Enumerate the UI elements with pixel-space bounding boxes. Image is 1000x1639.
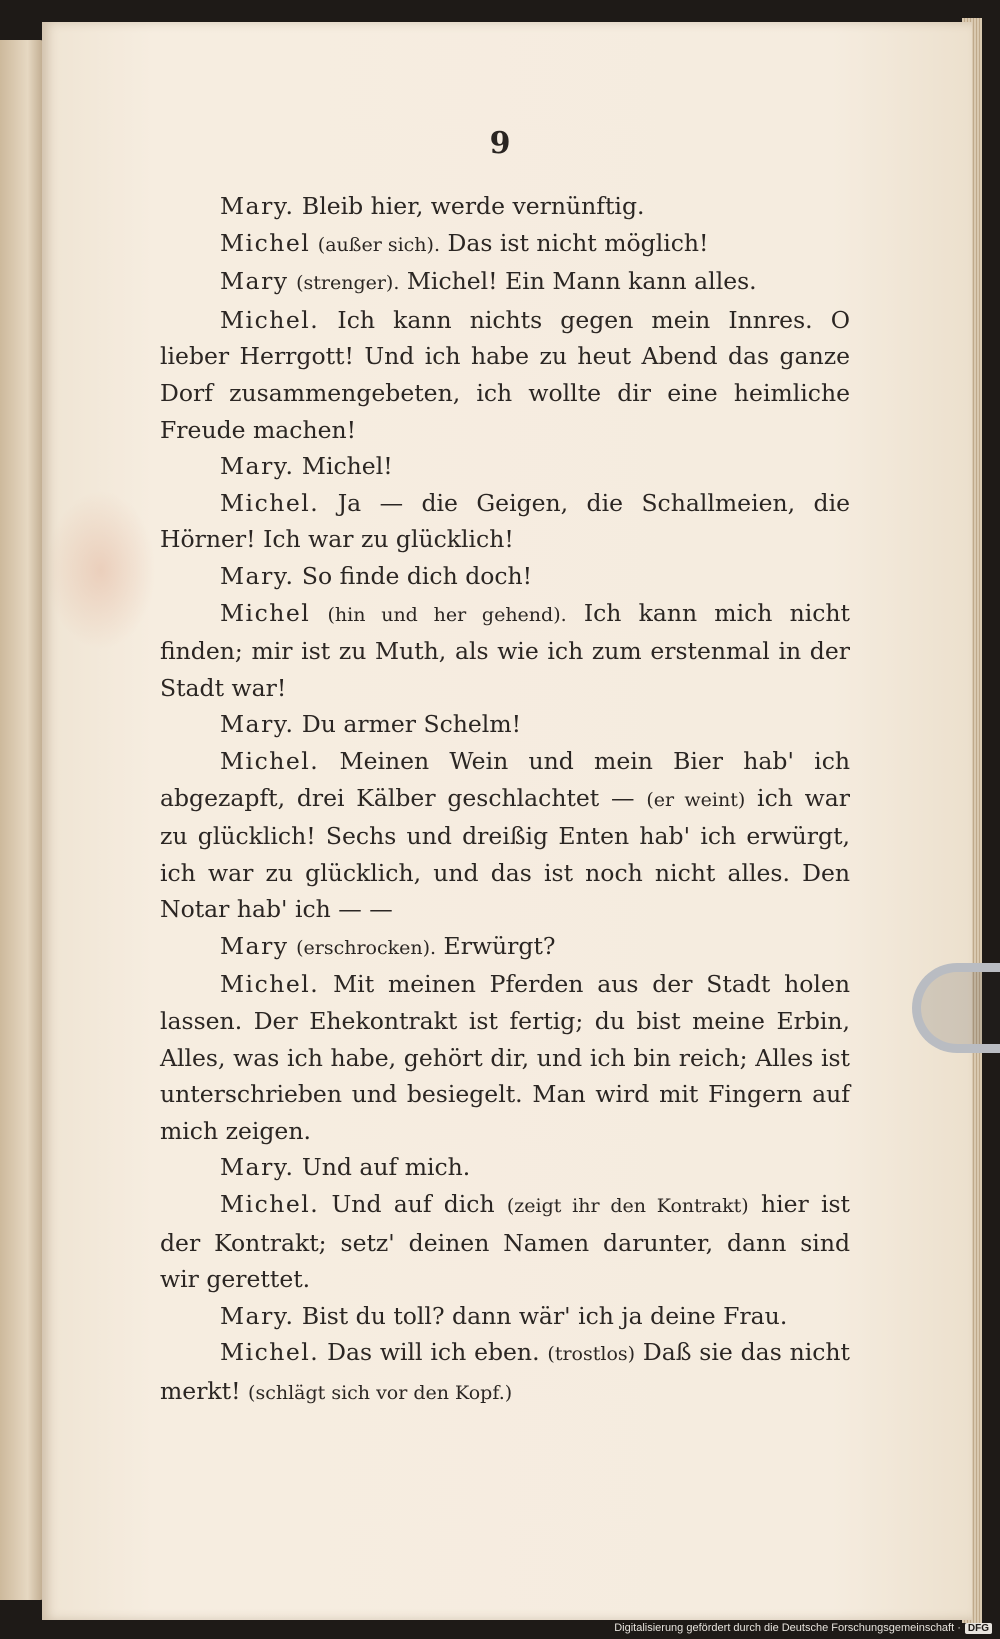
dialogue-text: Michel! Ein Mann kann alles. [406,267,757,296]
dialogue-text: Meinen Wein und mein Bier hab' ich abgezapft, drei Kälber geschlachtet — [160,746,850,812]
dialogue-paragraph [160,1334,850,1411]
paper-stain [46,490,156,650]
speaker-name: Michel. [220,305,320,334]
stage-direction: (hin und her gehend). [327,603,567,626]
dialogue-text: Mit meinen Pferden aus der Stadt holen lassen. Der Ehekontrakt ist fertig; du bist meine Erbin, Alles, was ich habe, gehört dir, und ich bin reich; Alles ist unterschrieben und besiegelt. Man wird mit Fingern auf mich zeigen. [160,970,850,1145]
dialogue-paragraph [160,928,850,967]
speaker-name: Mary. [220,710,295,739]
dialogue-paragraph [160,706,850,743]
dialogue-text: Und auf dich [331,1190,495,1219]
dfg-logo: DFG [965,1623,992,1634]
dialogue-paragraph [160,966,850,1149]
speaker-name: Mary. [220,452,295,481]
page-number: 9 [489,126,511,161]
speaker-name: Mary. [220,561,295,590]
footer-text: Digitalisierung gefördert durch die Deutsche Forschungsgemeinschaft · [614,1622,961,1634]
dialogue-text: Ich kann mich nicht finden; mir ist zu Muth, als wie ich zum erstenmal in der Stadt war! [160,598,850,702]
stage-direction: (er weint) [646,788,746,811]
play-text [160,188,850,1412]
dialogue-paragraph [160,225,850,264]
dialogue-paragraph [160,1298,850,1335]
speaker-name: Michel [220,598,311,627]
dialogue-text: Und auf mich. [301,1153,471,1182]
dialogue-text: Ja — die Geigen, die Schallmeien, die Hörner! Ich war zu glücklich! [160,488,850,554]
page-clip [912,963,1000,1053]
dialogue-text: Du armer Schelm! [301,710,522,739]
dialogue-paragraph [160,1149,850,1186]
dialogue-paragraph [160,595,850,707]
dialogue-paragraph [160,743,850,928]
dialogue-text: Daß sie das nicht merkt! [160,1338,850,1405]
stage-direction: (zeigt ihr den Kontrakt) [506,1195,749,1218]
speaker-name: Mary. [220,1301,295,1330]
speaker-name: Michel [220,228,311,257]
dialogue-paragraph [160,485,850,558]
dialogue-paragraph [160,263,850,302]
speaker-name: Michel. [220,1338,320,1367]
speaker-name: Michel. [220,488,320,517]
dialogue-text: Ich kann nichts gegen mein Innres. O lieber Herrgott! Und ich habe zu heut Abend das ganze Dorf zusammengebeten, ich wollte dir eine heimliche Freude machen! [160,305,850,444]
speaker-name: Michel. [220,746,320,775]
speaker-name: Mary. [220,1153,295,1182]
dialogue-text: ich war zu glücklich! Sechs und dreißig Enten hab' ich erwürgt, ich war zu glücklich, und das ist noch nicht alles. Den Notar hab' ich — — [160,783,850,924]
dialogue-text: hier ist der Kontrakt; setz' deinen Namen darunter, dann sind wir gerettet. [160,1190,850,1294]
dialogue-paragraph [160,448,850,485]
speaker-name: Michel. [220,970,320,999]
dialogue-text: Michel! [301,452,393,481]
stage-direction: (erschrocken). [296,936,437,959]
dialogue-paragraph [160,188,850,225]
dialogue-paragraph [160,558,850,595]
dialogue-text: Bist du toll? dann wär' ich ja deine Frau. [301,1301,788,1330]
speaker-name: Mary. [220,192,295,220]
stage-direction: (schlägt sich vor den Kopf.) [248,1382,513,1404]
dialogue-text: Bleib hier, werde vernünftig. [301,192,645,220]
dialogue-text: So finde dich doch! [301,561,533,590]
dialogue-text: Erwürgt? [443,931,556,960]
speaker-name: Mary [220,931,289,960]
stage-direction: (außer sich). [317,233,440,256]
dialogue-paragraph [160,1186,850,1298]
dialogue-paragraph [160,302,850,448]
stage-direction: (trostlos) [547,1343,636,1366]
dialogue-text: Das will ich eben. [327,1338,540,1367]
speaker-name: Michel. [220,1190,320,1219]
digitization-footer [614,1622,992,1634]
dialogue-text: Das ist nicht möglich! [447,228,709,257]
speaker-name: Mary [220,267,289,296]
facing-page-edge [0,40,46,1600]
stage-direction: (strenger). [296,272,400,295]
